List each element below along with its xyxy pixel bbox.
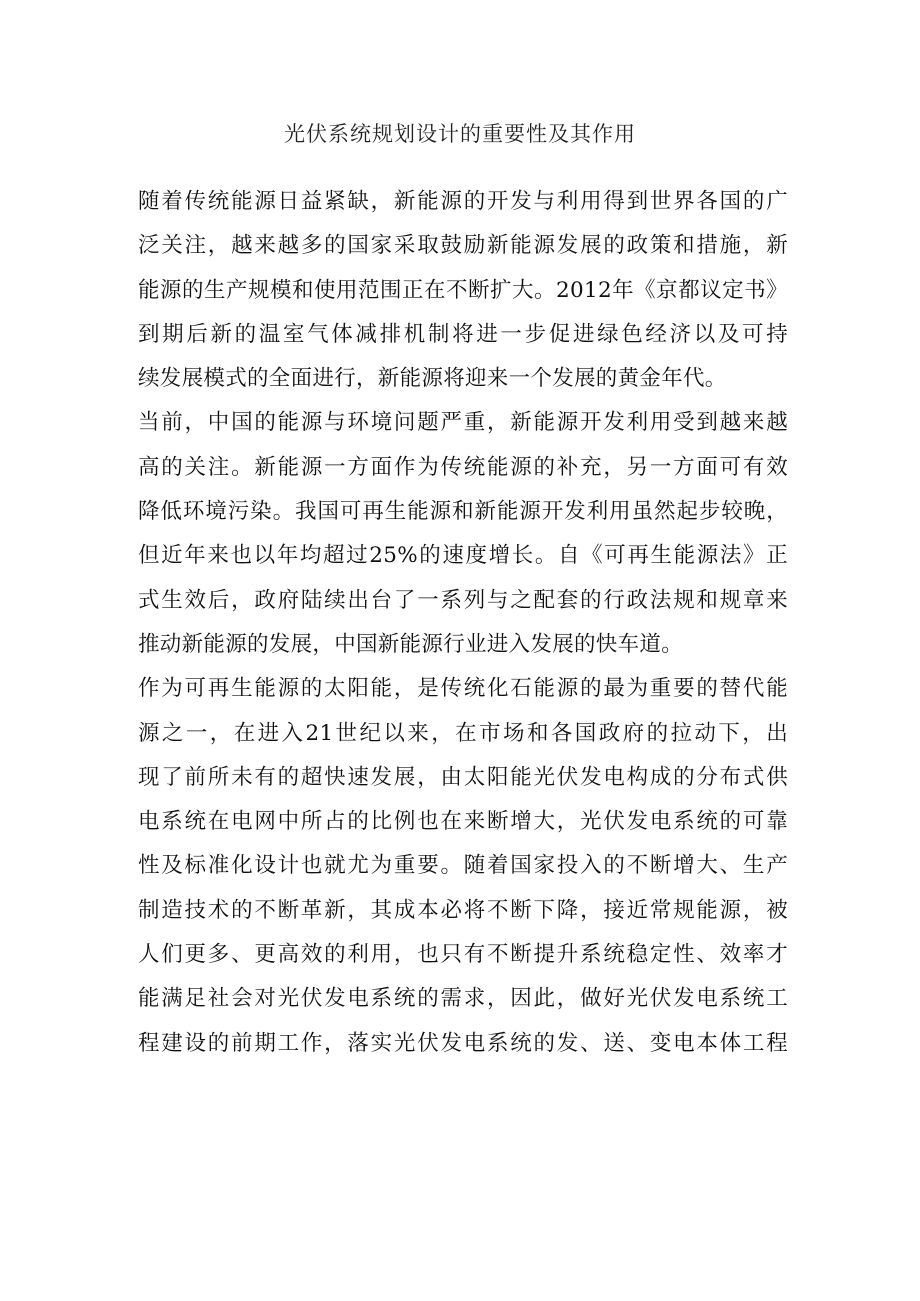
text-line: 性及标准化设计也就尤为重要。随着国家投入的不断增大、生产 (138, 853, 788, 879)
text-line: 现了前所未有的超快速发展，由太阳能光伏发电构成的分布式供 (138, 764, 788, 790)
text-line: 降低环境污染。我国可再生能源和新能源开发利用虽然起步较晚， (138, 499, 788, 525)
text-line: 到期后新的温室气体减排机制将进一步促进绿色经济以及可持 (138, 321, 788, 347)
text-line: 制造技术的不断革新，其成本必将不断下降，接近常规能源，被 (138, 897, 788, 923)
text-line: 能满足社会对光伏发电系统的需求，因此，做好光伏发电系统工 (138, 986, 788, 1012)
text-line: 能源的生产规模和使用范围正在不断扩大。2012年《京都议定书》 (138, 277, 788, 303)
text-line: 推动新能源的发展，中国新能源行业进入发展的快车道。 (138, 631, 684, 657)
text-line: 电系统在电网中所占的比例也在来断增大，光伏发电系统的可靠 (138, 809, 788, 835)
text-line: 泛关注，越来越多的国家采取鼓励新能源发展的政策和措施，新 (138, 233, 788, 259)
text-line: 高的关注。新能源一方面作为传统能源的补充，另一方面可有效 (138, 454, 788, 480)
text-line: 随着传统能源日益紧缺，新能源的开发与利用得到世界各国的广 (138, 189, 788, 214)
text-line: 程建设的前期工作，落实光伏发电系统的发、送、变电本体工程 (138, 1030, 788, 1056)
document-title: 光伏系统规划设计的重要性及其作用 (284, 122, 636, 146)
text-line: 当前，中国的能源与环境问题严重，新能源开发利用受到越来越 (138, 410, 788, 436)
text-line: 人们更多、更高效的利用，也只有不断提升系统稳定性、效率才 (138, 942, 788, 968)
text-line: 源之一，在进入21世纪以来，在市场和各国政府的拉动下，出 (138, 720, 788, 746)
text-line: 续发展模式的全面进行，新能源将迎来一个发展的黄金年代。 (138, 366, 727, 392)
text-line: 式生效后，政府陆续出台了一系列与之配套的行政法规和规章来 (138, 587, 788, 613)
document-body (138, 180, 788, 1066)
text-line: 作为可再生能源的太阳能，是传统化石能源的最为重要的替代能 (138, 676, 788, 702)
text-line: 但近年来也以年均超过25%的速度增长。自《可再生能源法》正 (138, 543, 788, 569)
